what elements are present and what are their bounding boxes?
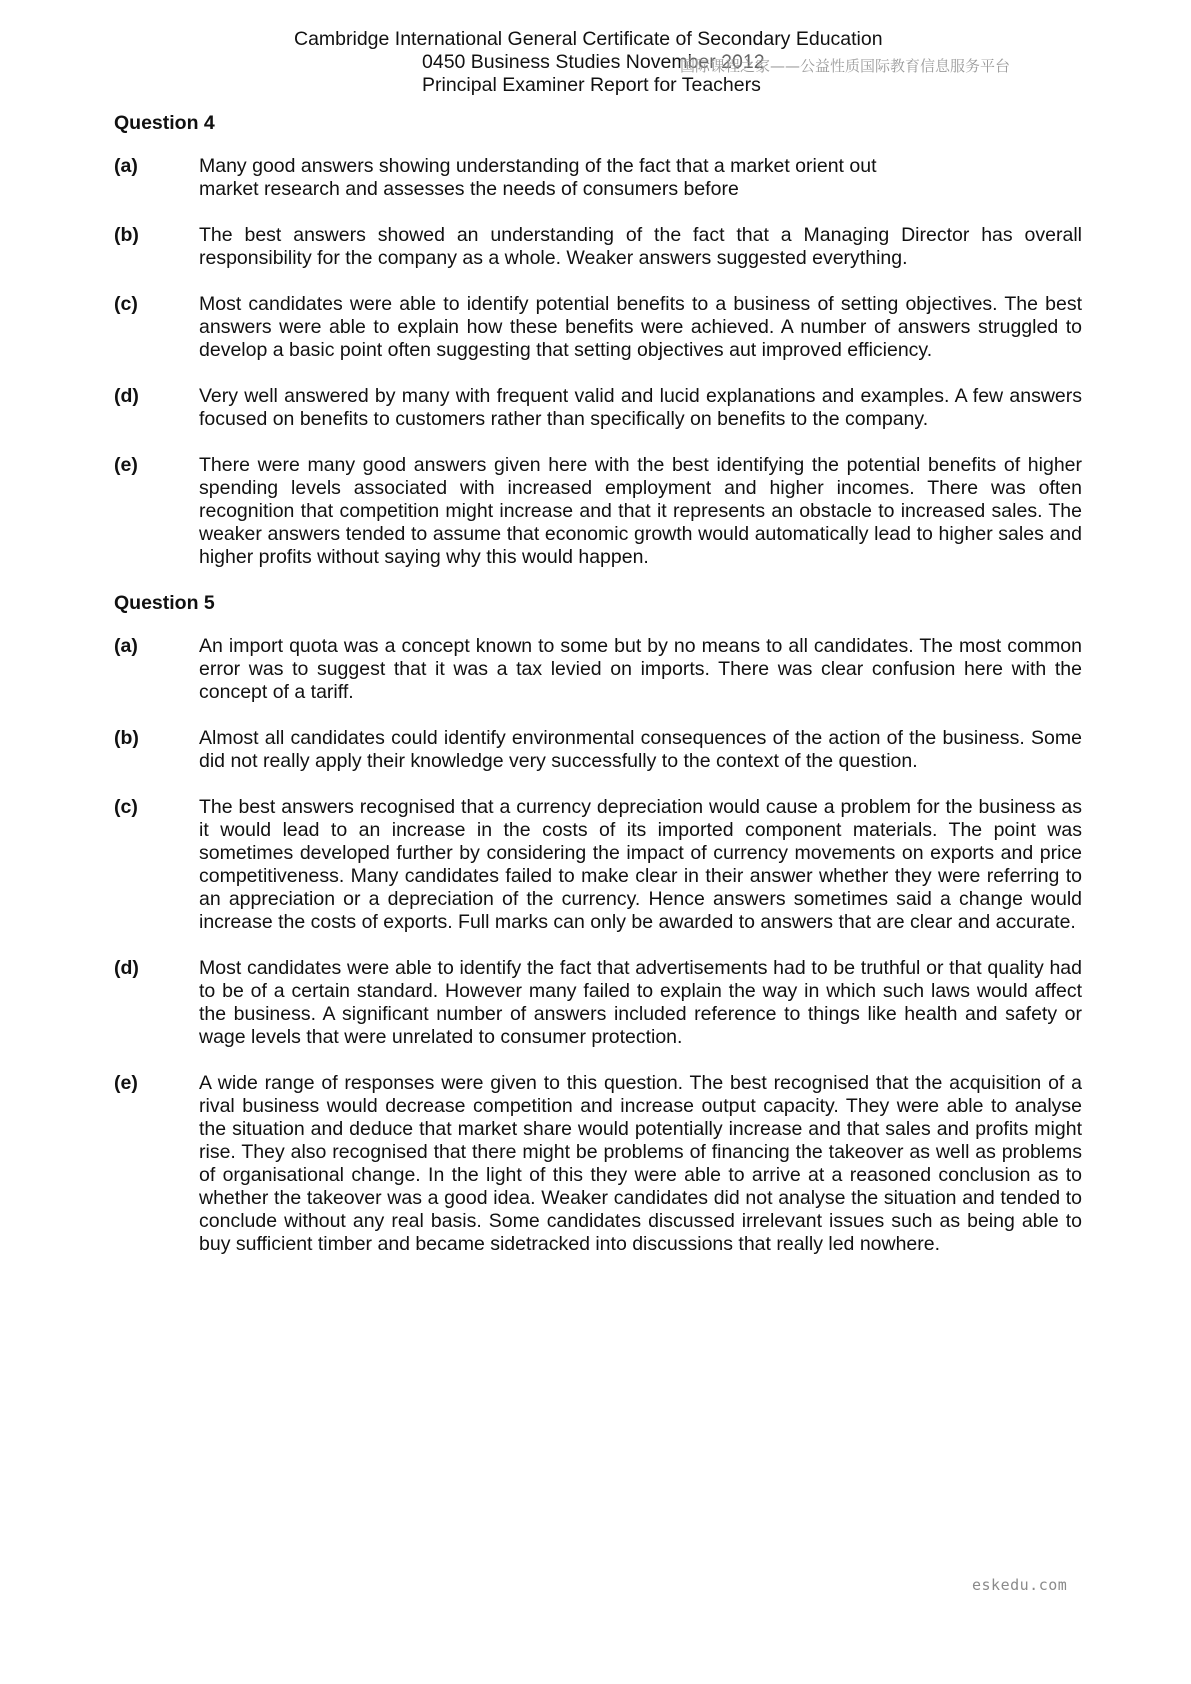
header-syllabus: 0450 Business Studies November 2012	[422, 51, 765, 73]
report-body	[114, 112, 1082, 1279]
question-4-section	[114, 112, 1082, 569]
part-text: Almost all candidates could identify environmental consequences of the action of the business. Some did not really apply their knowledge very successfully to the context of the question.	[199, 727, 1082, 772]
watermark-text: 国际课程之家——公益性质国际教育信息服务平台	[680, 57, 1011, 75]
question-part	[114, 454, 1082, 569]
footer-site-link[interactable]: eskedu.com	[972, 1576, 1068, 1594]
part-text: Very well answered by many with frequent valid and lucid explanations and examples. A few answers focused on benefits to customers rather than specifically on benefits to the company.	[199, 385, 1082, 430]
part-label: (c)	[114, 293, 138, 315]
part-label: (a)	[114, 155, 138, 177]
question-part	[114, 957, 1082, 1049]
part-label: (d)	[114, 385, 139, 407]
question-part	[114, 635, 1082, 704]
part-text: Most candidates were able to identify potential benefits to a business of setting objectives. The best answers were able to explain how these benefits were achieved. A number of answers struggled to develop a basic point often suggesting that setting objectives aut improved efficiency.	[199, 293, 1082, 361]
part-label: (a)	[114, 635, 138, 657]
part-text: An import quota was a concept known to some but by no means to all candidates. The most common error was to suggest that it was a tax levied on imports. There was clear confusion here with the concept of a tariff.	[199, 635, 1082, 703]
part-text: The best answers recognised that a currency depreciation would cause a problem for the business as it would lead to an increase in the costs of its imported component materials. The point was sometimes developed further by considering the impact of currency movements on exports and price competitiveness. Many candidates failed to make clear in their answer whether they were referring to an appreciation or a depreciation of the currency. Hence answers sometimes said a change would increase the costs of exports. Full marks can only be awarded to answers that are clear and accurate.	[199, 796, 1082, 933]
question-title: Question 5	[114, 592, 215, 614]
header-report-title: Principal Examiner Report for Teachers	[422, 74, 761, 96]
part-label: (b)	[114, 224, 139, 246]
part-label: (d)	[114, 957, 139, 979]
question-part	[114, 727, 1082, 773]
question-part	[114, 224, 1082, 270]
part-text: The best answers showed an understanding of the fact that a Managing Director has overall responsibility for the company as a whole. Weaker answers suggested everything.	[199, 224, 1082, 269]
part-label: (e)	[114, 454, 138, 476]
question-part	[114, 155, 1082, 201]
question-part	[114, 1072, 1082, 1256]
question-5-section	[114, 592, 1082, 1256]
part-label: (b)	[114, 727, 139, 749]
part-text: Many good answers showing understanding of the fact that a market orient out market research and assesses the needs of consumers before	[199, 155, 877, 200]
header-exam-title: Cambridge International General Certificate of Secondary Education	[294, 28, 883, 50]
part-text: Most candidates were able to identify the fact that advertisements had to be truthful or that quality had to be of a certain standard. However many failed to explain the way in which such laws would affect the business. A significant number of answers included reference to things like health and safety or wage levels that were unrelated to consumer protection.	[199, 957, 1082, 1048]
question-title: Question 4	[114, 112, 215, 134]
part-label: (e)	[114, 1072, 138, 1094]
question-part	[114, 796, 1082, 934]
question-part	[114, 385, 1082, 431]
question-part	[114, 293, 1082, 362]
part-text: There were many good answers given here with the best identifying the potential benefits of higher spending levels associated with increased employment and higher incomes. There was often recognition that competition might increase and that it represents an obstacle to increased sales. The weaker answers tended to assume that economic growth would automatically lead to higher sales and higher profits without saying why this would happen.	[199, 454, 1082, 568]
part-label: (c)	[114, 796, 138, 818]
part-text: A wide range of responses were given to this question. The best recognised that the acquisition of a rival business would decrease competition and increase output capacity. They were able to analyse the situation and deduce that market share would potentially increase and that sales and profits might rise. They also recognised that there might be problems of financing the takeover as well as problems of organisational change. In the light of this they were able to arrive at a reasoned conclusion as to whether the takeover was a good idea. Weaker candidates did not analyse the situation and tended to conclude without any real basis. Some candidates discussed irrelevant issues such as being able to buy sufficient timber and became sidetracked into discussions that really led nowhere.	[199, 1072, 1082, 1255]
